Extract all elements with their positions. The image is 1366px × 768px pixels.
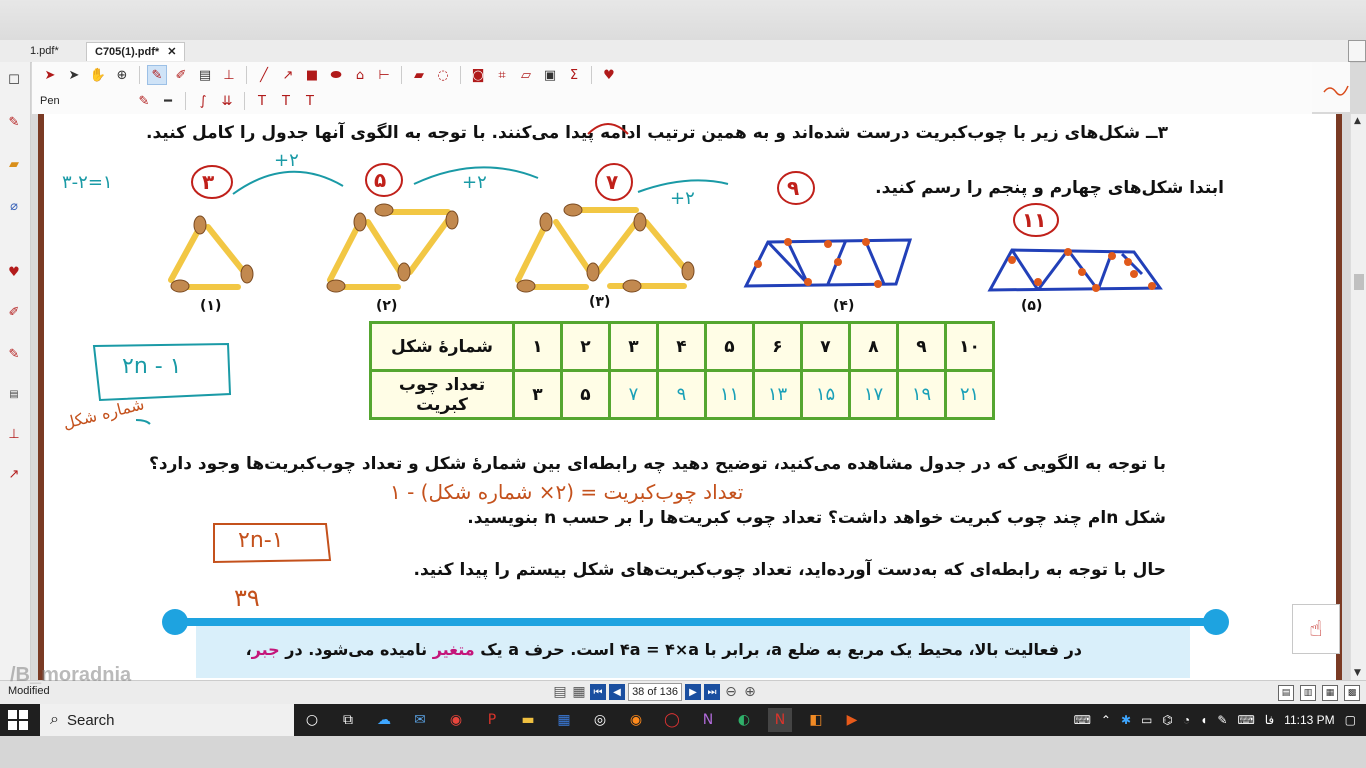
question-relation: با توجه به الگویی که در جدول مشاهده می‌کنید، توضیح دهید چه رابطه‌ای بین شمارهٔ شکل و تعداد چوب‌کبریت‌ها وجود دارد؟: [149, 454, 1166, 474]
ellipse-icon[interactable]: ⬬: [330, 67, 342, 83]
volume-icon[interactable]: ◖: [1200, 713, 1208, 727]
language-indicator[interactable]: فا: [1264, 713, 1275, 727]
table-cell-handwritten: ۲۱: [946, 371, 994, 419]
figure-2: [330, 212, 448, 287]
signature-icon[interactable]: [1312, 62, 1350, 112]
info-jabr: جبر: [251, 640, 280, 659]
table-cell-handwritten: ۱۱: [706, 371, 754, 419]
screen-bottom-strip: [0, 736, 1366, 768]
hw-side-note: شماره شکل: [60, 394, 147, 433]
next-page-icon[interactable]: ▶: [685, 684, 701, 700]
table-cell: ۵: [706, 323, 754, 371]
hw-circle-3: ۳: [202, 170, 215, 194]
right-panel: [1312, 62, 1350, 112]
select-arrow-icon[interactable]: ➤: [44, 67, 56, 83]
arrow-tool-icon[interactable]: ↗: [282, 67, 294, 83]
onenote-icon[interactable]: N: [702, 712, 714, 728]
attachment-icon[interactable]: ⌀: [10, 198, 18, 214]
instruction-text: ابتدا شکل‌های چهارم و پنجم را رسم کنید.: [875, 178, 1224, 198]
firefox-icon[interactable]: ◉: [629, 712, 643, 728]
clock[interactable]: 11:13 PM: [1284, 713, 1335, 727]
separator: [401, 66, 402, 84]
annotation-toolbar: [32, 62, 1312, 114]
line-width-icon[interactable]: ━: [164, 93, 172, 109]
table-cell: ۵: [562, 371, 610, 419]
snapshot-icon[interactable]: ◙: [471, 67, 485, 83]
opera-icon[interactable]: ◯: [664, 712, 680, 728]
favorite-icon[interactable]: ♥: [603, 67, 615, 83]
section-divider: [174, 618, 1218, 626]
table-cell-handwritten: ٧: [610, 371, 658, 419]
table-cell: ۳: [610, 323, 658, 371]
search-label: Search: [66, 711, 115, 729]
notifications-icon[interactable]: ▢: [1344, 713, 1356, 727]
stamp-tool-icon[interactable]: ⊥: [223, 67, 235, 83]
save-icon[interactable]: ▤: [553, 684, 567, 700]
table-row: [371, 323, 994, 371]
table-cell-handwritten: ۱۵: [802, 371, 850, 419]
scroll-down-icon[interactable]: ▼: [1354, 668, 1361, 678]
table-header-matches: تعداد چوب کبریت: [371, 371, 514, 419]
pen-color-icon[interactable]: ✎: [138, 93, 150, 109]
chrome-icon[interactable]: ◉: [449, 712, 463, 728]
task-view-icon[interactable]: ⧉: [343, 712, 353, 728]
single-page-view-icon[interactable]: ▤: [1278, 685, 1294, 701]
rectangle-icon[interactable]: ■: [305, 67, 319, 83]
text-icon[interactable]: T: [258, 93, 266, 109]
hw-circle-9: ۹: [787, 176, 800, 200]
zoom-icon[interactable]: ⊕: [116, 67, 128, 83]
watermark: /B_moradnia: [10, 664, 132, 686]
line-icon[interactable]: ╱: [260, 67, 268, 83]
image-icon[interactable]: ▣: [543, 67, 557, 83]
tab-label: C705(1).pdf*: [95, 46, 160, 58]
continuous-view-icon[interactable]: ▥: [1300, 685, 1316, 701]
question-twentieth: حال با توجه به رابطه‌ای که به‌دست آورده‌اید، تعداد چوب‌کبریت‌های شکل بیستم را پیدا کنید.: [413, 560, 1166, 580]
table-header-figure: شمارهٔ شکل: [371, 323, 514, 371]
measure-icon[interactable]: ⊢: [378, 67, 390, 83]
table-cell: ۲: [562, 323, 610, 371]
pattern-table: [369, 321, 995, 420]
info-text: [246, 640, 1082, 659]
table-cell: ۸: [850, 323, 898, 371]
store-icon[interactable]: ▦: [557, 712, 571, 728]
pen-icon[interactable]: ✎: [8, 114, 20, 130]
hw-plus2-b: +۲: [462, 172, 487, 193]
stamp-icon[interactable]: ⊥: [8, 426, 20, 442]
view-modes: [1278, 685, 1360, 701]
table-cell: ۴: [658, 323, 706, 371]
media-icon[interactable]: ◎: [593, 712, 607, 728]
divider-dot-right: [1203, 609, 1229, 635]
handwritten-circles: [192, 124, 1058, 236]
info-suffix: ،: [245, 640, 252, 659]
search-icon: ⌕: [50, 711, 59, 728]
highlight-icon[interactable]: ✎: [8, 346, 20, 362]
hw-circle-11: ۱۱: [1022, 208, 1047, 232]
hand-tool-button[interactable]: [1292, 604, 1340, 654]
table-cell: ۷: [802, 323, 850, 371]
left-toolbar: [0, 62, 31, 680]
table-cell: ۳: [514, 371, 562, 419]
info-prefix: در فعالیت بالا، محیط یک مربع به ضلع a، برابر با ۴a = ۴×a است. حرف a یک: [480, 640, 1082, 659]
hw-circle-5: ۵: [374, 168, 387, 192]
touch-keyboard-icon[interactable]: ⌨: [1237, 713, 1255, 727]
edge-icon[interactable]: ◐: [737, 712, 751, 728]
hw-answer: ۳۹: [234, 584, 260, 612]
figure-label-5: (۵): [1021, 298, 1043, 314]
back-icon[interactable]: ⊖: [725, 684, 737, 700]
figure-5-drawn: [990, 250, 1160, 290]
tab-c705[interactable]: [86, 42, 185, 61]
question-text: ۳ــ شکل‌های زیر با چوب‌کبریت درست شده‌اند و به همین ترتیب ادامه پیدا می‌کنند. با توجه به الگوی آنها جدول را کامل کنید.: [146, 123, 1168, 143]
maximize-button[interactable]: [1348, 40, 1366, 62]
ruler-icon[interactable]: ▱: [521, 67, 531, 83]
page-frame-left: [38, 114, 44, 680]
table-cell: ۱۰: [946, 323, 994, 371]
first-page-icon[interactable]: ⏮: [590, 684, 606, 700]
pdf-editor-active-icon[interactable]: N: [768, 708, 792, 732]
typewriter-icon[interactable]: ▤: [198, 67, 212, 83]
bluetooth-icon[interactable]: ✱: [1120, 713, 1132, 727]
taskbar-apps: [300, 708, 876, 732]
eraser-icon[interactable]: ▰: [414, 67, 424, 83]
scroll-up-icon[interactable]: ▲: [1354, 116, 1361, 126]
info-variable: متغیر: [432, 640, 475, 659]
onedrive-icon[interactable]: ☁: [377, 712, 391, 728]
info-mid: نامیده می‌شود. در: [285, 640, 428, 659]
close-icon[interactable]: ✕: [167, 46, 177, 58]
vertical-scrollbar[interactable]: [1350, 114, 1366, 680]
taskbar: [0, 704, 1366, 736]
separator: [591, 66, 592, 84]
pointing-hand-icon: ☝: [1309, 616, 1323, 642]
status-text: Modified: [8, 685, 50, 697]
table-cell: ۹: [898, 323, 946, 371]
table-cell-handwritten: ۱۹: [898, 371, 946, 419]
polygon-icon[interactable]: ⌂: [355, 67, 365, 83]
curve-icon[interactable]: ∫: [199, 93, 207, 109]
table-row: [371, 371, 994, 419]
tool-name-label: Pen: [40, 95, 60, 107]
last-page-icon[interactable]: ⏭: [704, 684, 720, 700]
textbox-icon[interactable]: ▤: [9, 388, 19, 400]
hw-relation: تعداد چوب‌کبریت = (۲× شماره شکل) - ۱: [390, 480, 744, 504]
figure-label-2: (۲): [376, 298, 398, 314]
pdf-app-icon[interactable]: P: [487, 712, 497, 728]
hw-plus2-c: +۲: [670, 188, 695, 209]
table-cell: ۱: [514, 323, 562, 371]
network-icon[interactable]: ⌬: [1162, 713, 1173, 727]
windows-start-icon[interactable]: [8, 710, 28, 730]
mail-icon[interactable]: ✉: [414, 712, 426, 728]
table-cell: ۶: [754, 323, 802, 371]
screen-top-strip: [0, 0, 1366, 40]
separator: [244, 92, 245, 110]
hw-box-1: ۲n - ۱: [122, 354, 182, 379]
wifi-icon[interactable]: ◔: [1182, 713, 1191, 727]
figure-label-1: (۱): [200, 298, 222, 314]
page-navigation: [552, 683, 758, 701]
taskbar-search[interactable]: [40, 704, 294, 736]
underline-text-icon[interactable]: T: [282, 93, 290, 109]
lasso-icon[interactable]: ◌: [437, 67, 449, 83]
divider-dot-left: [162, 609, 188, 635]
hw-circle-7: ٧: [606, 170, 619, 194]
file-explorer-icon[interactable]: ▬: [521, 712, 535, 728]
heart-icon[interactable]: ♥: [8, 264, 20, 280]
hand-icon[interactable]: ✋: [89, 67, 107, 83]
system-tray: [1074, 704, 1366, 736]
battery-icon[interactable]: ▭: [1141, 713, 1153, 727]
app-orange-icon[interactable]: ◧: [809, 712, 823, 728]
scroll-thumb[interactable]: [1354, 274, 1364, 290]
forward-icon[interactable]: ⊕: [744, 684, 756, 700]
crop-icon[interactable]: ⌗: [498, 67, 506, 83]
separator: [460, 66, 461, 84]
question-nth: شکل nام چند چوب کبریت خواهد داشت؟ تعداد چوب کبریت‌ها را بر حسب n بنویسید.: [467, 508, 1166, 528]
figure-label-3: (۳): [589, 294, 611, 310]
tab-bar: [0, 40, 1366, 63]
table-cell-handwritten: ۹: [658, 371, 706, 419]
chevron-up-icon[interactable]: ⌃: [1100, 713, 1111, 727]
cortana-icon[interactable]: ○: [305, 712, 319, 728]
hw-plus2-a: +۲: [274, 150, 299, 171]
app-video-icon[interactable]: ▶: [846, 712, 858, 728]
grid-view-icon[interactable]: ▩: [1344, 685, 1360, 701]
page-icon[interactable]: ☐: [8, 72, 20, 88]
status-bar: [0, 680, 1366, 705]
keyboard-layout-icon[interactable]: ⌨: [1073, 713, 1091, 727]
table-cell-handwritten: ۱۷: [850, 371, 898, 419]
hw-box-2: ۲n-۱: [238, 528, 284, 553]
figure-1: [171, 227, 244, 287]
separator: [246, 66, 247, 84]
page-frame-right: [1336, 114, 1342, 680]
facing-view-icon[interactable]: ▦: [1322, 685, 1338, 701]
figure-label-4: (۴): [833, 298, 855, 314]
tab-1pdf[interactable]: [22, 42, 67, 61]
strikeout-text-icon[interactable]: T: [306, 93, 314, 109]
print-icon[interactable]: ▦: [572, 684, 586, 700]
separator: [139, 66, 140, 84]
hw-top-left: ۳-۲=۱: [62, 172, 113, 193]
separator: [185, 92, 186, 110]
pen-workspace-icon[interactable]: ✎: [1217, 713, 1228, 727]
info-box: [196, 626, 1190, 678]
page-number-input[interactable]: 38 of 136: [628, 683, 682, 701]
tab-label: 1.pdf*: [30, 45, 59, 57]
prev-page-icon[interactable]: ◀: [609, 684, 625, 700]
pen-tool-icon[interactable]: ✎: [147, 65, 167, 85]
arrow-icon[interactable]: ↗: [8, 466, 20, 482]
sum-icon[interactable]: Σ: [569, 67, 579, 83]
table-cell-handwritten: ۱۳: [754, 371, 802, 419]
folder-icon[interactable]: ▰: [9, 156, 19, 172]
brush-icon[interactable]: ✐: [8, 304, 20, 320]
select-text-icon[interactable]: ➤: [68, 67, 80, 83]
insert-icon[interactable]: ⇊: [221, 93, 233, 109]
highlighter-icon[interactable]: ✐: [175, 67, 187, 83]
